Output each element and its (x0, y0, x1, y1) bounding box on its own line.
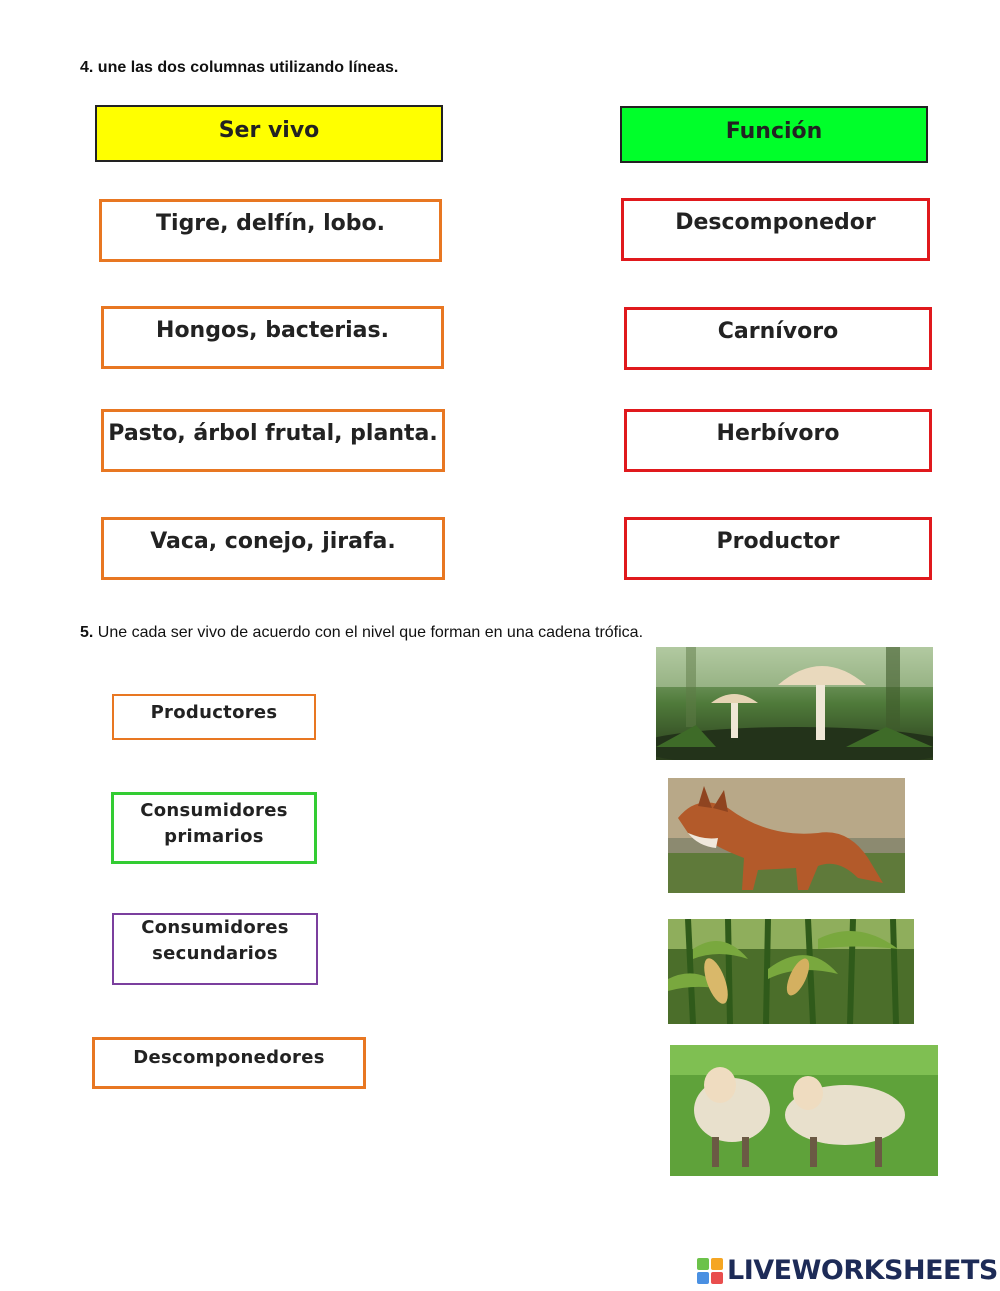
liveworksheets-badge-icon (697, 1258, 723, 1284)
left-item-3[interactable]: Pasto, árbol frutal, planta. (101, 409, 445, 472)
header-funcion: Función (620, 106, 928, 163)
left-item-2[interactable]: Hongos, bacterias. (101, 306, 444, 369)
q5-number: 5. (80, 624, 94, 641)
right-item-4[interactable]: Productor (624, 517, 932, 580)
level-consumidores-primarios[interactable]: Consumidores primarios (111, 792, 317, 864)
liveworksheets-wordmark: LIVEWORKSHEETS (727, 1255, 998, 1286)
header-ser-vivo: Ser vivo (95, 105, 443, 162)
left-item-1[interactable]: Tigre, delfín, lobo. (99, 199, 442, 262)
mushroom-photo[interactable] (656, 647, 933, 760)
level-consumidores-secundarios[interactable]: Consumidores secundarios (112, 913, 318, 985)
fox-photo[interactable] (668, 778, 905, 893)
q5-text: Une cada ser vivo de acuerdo con el nivel que forman en una cadena trófica. (97, 624, 644, 641)
q4-number: 4. (80, 59, 94, 76)
right-item-1[interactable]: Descomponedor (621, 198, 930, 261)
left-item-4[interactable]: Vaca, conejo, jirafa. (101, 517, 445, 580)
corn-plants-photo[interactable] (668, 919, 914, 1024)
level-productores[interactable]: Productores (112, 694, 316, 740)
right-item-3[interactable]: Herbívoro (624, 409, 932, 472)
q4-text: une las dos columnas utilizando líneas. (97, 59, 399, 76)
sheep-photo[interactable] (670, 1045, 938, 1176)
liveworksheets-logo (697, 1255, 998, 1286)
level-descomponedores[interactable]: Descomponedores (92, 1037, 366, 1089)
right-item-2[interactable]: Carnívoro (624, 307, 932, 370)
q4-instruction (80, 59, 398, 77)
q5-instruction (80, 624, 643, 642)
